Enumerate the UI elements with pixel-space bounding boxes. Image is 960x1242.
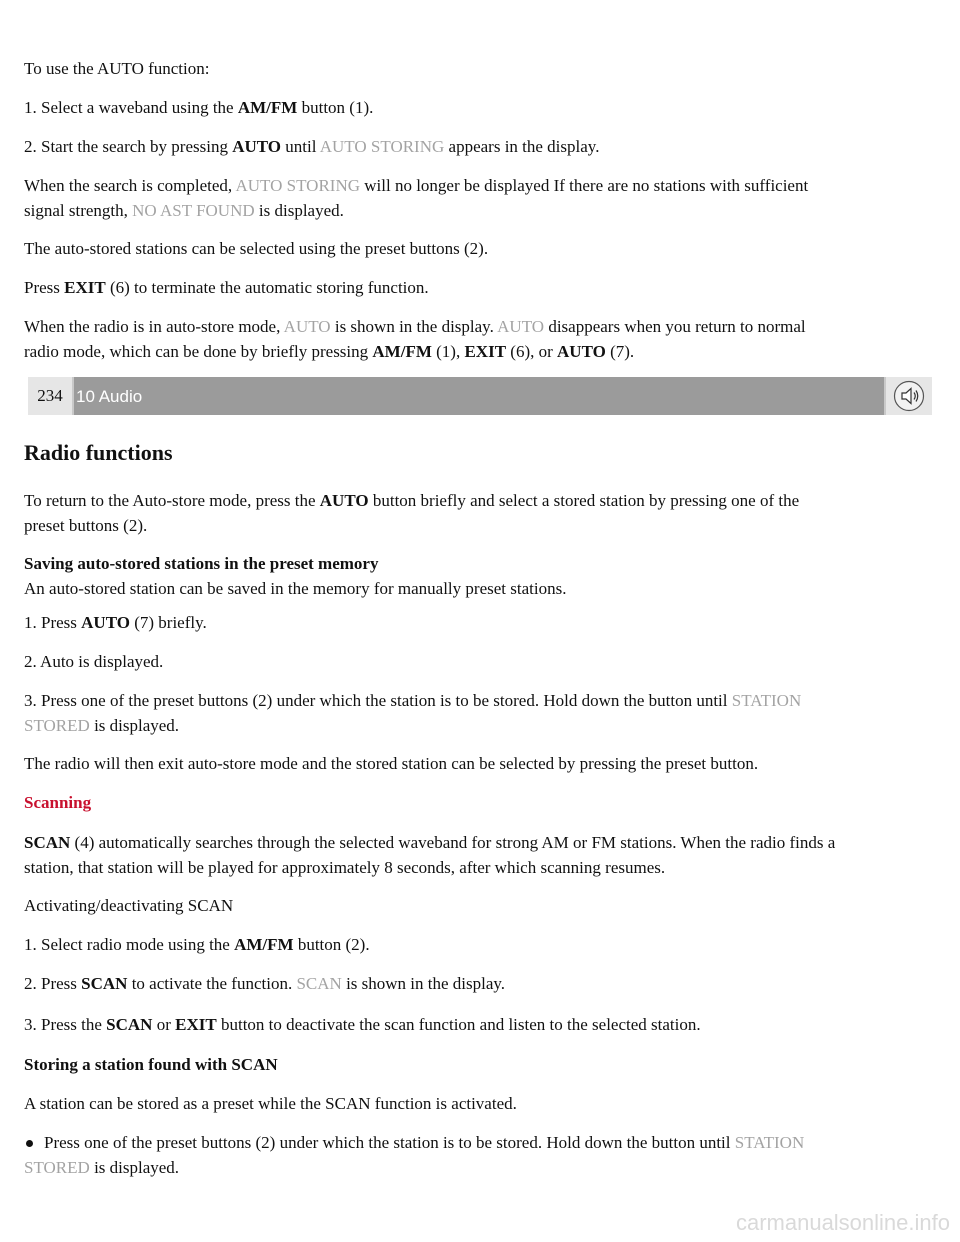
chapter-title: 10 Audio xyxy=(76,387,143,406)
activating-scan-text: Activating/deactivating SCAN xyxy=(24,896,234,915)
return-auto-text: To return to the Auto-store mode, press the AUTO button briefly and select a stored station by pressing one of the preset buttons (2). xyxy=(24,491,800,535)
storing-body: A station can be stored as a preset while the SCAN function is activated. xyxy=(24,1094,517,1113)
autostored-text: The auto-stored stations can be selected using the preset buttons (2). xyxy=(24,239,489,258)
page-number: 234 xyxy=(28,377,72,415)
autostore-mode-text: When the radio is in auto-store mode, AUTO is shown in the display. AUTO disappears when you return to normal radio mode, which can be done by briefly pressing AM/FM (1), EXIT (6), or AUTO (7). xyxy=(24,317,806,361)
exit-autostore-text: The radio will then exit auto-store mode and the stored station can be selected by pressing the preset button. xyxy=(24,754,759,773)
saving-heading: Saving auto-stored stations in the preset memory An auto-stored station can be saved in the memory for manually preset stations. xyxy=(24,554,567,598)
watermark-text: carmanualsonline.info xyxy=(735,1210,950,1235)
chapter-header-band xyxy=(74,377,884,415)
search-completed-text: When the search is completed, AUTO STORING will no longer be displayed If there are no stations with sufficient signal strength, NO AST FOUND is displayed. xyxy=(24,176,809,220)
scan-step-1: 1. Select radio mode using the AM/FM button (2). xyxy=(24,935,370,954)
section-title: Radio functions xyxy=(24,440,173,465)
auto-intro: To use the AUTO function: xyxy=(24,59,210,78)
auto-step-2: 2. Start the search by pressing AUTO until AUTO STORING appears in the display. xyxy=(24,137,600,156)
storing-bullet-list xyxy=(24,1130,936,1155)
list-item: Press one of the preset buttons (2) under which the station is to be stored. Hold down the button until STATION xyxy=(24,1130,936,1155)
scan-step-2: 2. Press SCAN to activate the function. SCAN is shown in the display. xyxy=(24,974,506,993)
saving-step-2: 2. Auto is displayed. xyxy=(24,652,164,671)
speaker-icon xyxy=(886,377,932,415)
storing-bullet-continuation: STORED is displayed. xyxy=(24,1158,180,1177)
scanning-heading: Scanning xyxy=(24,793,92,812)
saving-step-1: 1. Press AUTO (7) briefly. xyxy=(24,613,207,632)
chapter-header-bar xyxy=(28,377,932,415)
scan-step-3: 3. Press the SCAN or EXIT button to deactivate the scan function and listen to the selected station. xyxy=(24,1015,701,1034)
scan-description: SCAN (4) automatically searches through the selected waveband for strong AM or FM stations. When the radio finds a station, that station will be played for approximately 8 seconds, after which scanning resumes. xyxy=(24,833,836,877)
exit-text: Press EXIT (6) to terminate the automatic storing function. xyxy=(24,278,429,297)
storing-heading: Storing a station found with SCAN xyxy=(24,1055,278,1074)
auto-step-1: 1. Select a waveband using the AM/FM button (1). xyxy=(24,98,374,117)
saving-step-3: 3. Press one of the preset buttons (2) under which the station is to be stored. Hold down the button until STATION STORED is displayed. xyxy=(24,691,802,735)
